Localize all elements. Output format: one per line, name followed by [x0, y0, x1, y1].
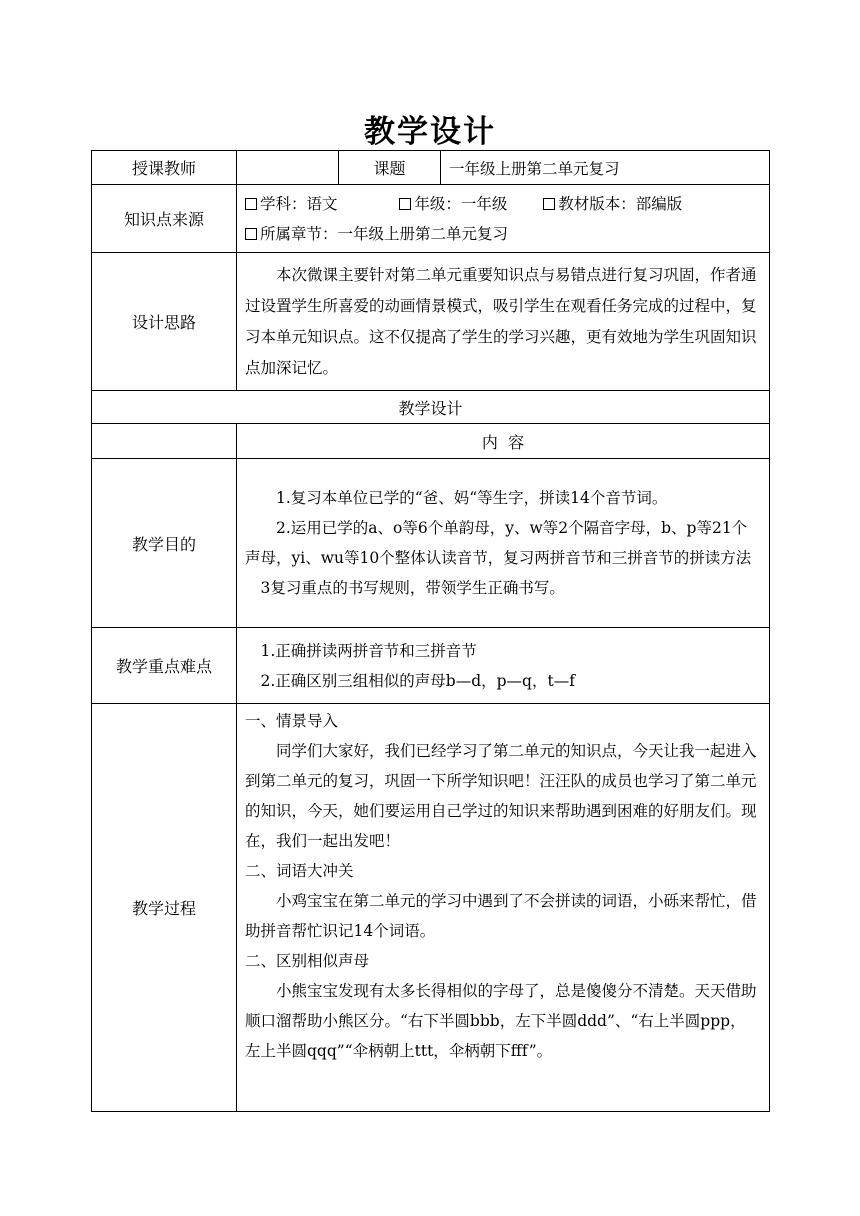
key-label: 教学重点难点: [92, 628, 237, 704]
topic-value: 一年级上册第二单元复习: [441, 151, 770, 185]
design-cell: [237, 253, 770, 391]
row-teacher: [92, 151, 770, 185]
source-label: 知识点来源: [92, 185, 237, 253]
key-point-item: 2.正确区别三组相似的声母b—d，p—q，t—f: [260, 671, 575, 690]
lesson-table: [91, 150, 770, 1112]
topic-label: 课题: [339, 151, 441, 185]
goal-item: 3复习重点的书写规则，带领学生正确书写。: [260, 579, 565, 597]
key-cell: [237, 628, 770, 704]
goal-item: 2.运用已学的a、o等6个单韵母，y、w等2个隔音字母，b、p等21个声母，yi、wu等10个整体认读音节，复习两拼音节和三拼音节的拼读方法: [245, 519, 752, 567]
checkbox-icon: [245, 198, 257, 210]
row-process: [92, 704, 770, 1112]
process-heading: 一、情景导入: [245, 712, 339, 730]
process-paragraph: 同学们大家好，我们已经学习了第二单元的知识点，今天让我一起进入到第二单元的复习，巩固一下所学知识吧！汪汪队的成员也学习了第二单元的知识，今天，她们要运用自己学过的知识来帮助遇到困难的好朋友们。现在，我们一起出发吧！: [245, 742, 757, 850]
teacher-label: 授课教师: [92, 151, 237, 185]
process-cell: [237, 704, 770, 1112]
content-header-empty: [92, 424, 237, 459]
process-heading: 二、词语大冲关: [245, 862, 354, 880]
process-paragraph: 小鸡宝宝在第二单元的学习中遇到了不会拼读的词语，小砾来帮忙，借助拼音帮忙识记14个词语。: [245, 892, 757, 940]
checkbox-icon: [399, 198, 411, 210]
key-point-item: 1.正确拼读两拼音节和三拼音节: [260, 641, 477, 660]
checkbox-icon: [543, 198, 555, 210]
subject-text: 学科：语文: [260, 194, 338, 213]
process-paragraph: 小熊宝宝发现有太多长得相似的字母了，总是傻傻分不清楚。天天借助顺口溜帮助小熊区分。“右下半圆bbb，左下半圆ddd”、“右上半圆ppp，左上半圆qqq”“伞柄朝上ttt，伞柄朝下fff”。: [245, 982, 757, 1060]
goal-item: 1.复习本单位已学的“爸、妈“等生字，拼读14个音节词。: [276, 489, 668, 507]
row-goals: [92, 459, 770, 628]
row-key-points: [92, 628, 770, 704]
checkbox-icon: [245, 228, 257, 240]
source-line-1: [245, 189, 761, 219]
design-label: 设计思路: [92, 253, 237, 391]
source-line-2: [245, 219, 761, 249]
row-source: [92, 185, 770, 253]
goals-cell: [237, 459, 770, 628]
row-content-header: [92, 424, 770, 459]
content-header: 内 容: [237, 424, 770, 459]
row-section-header: [92, 391, 770, 424]
row-design: [92, 253, 770, 391]
goals-label: 教学目的: [92, 459, 237, 628]
process-label: 教学过程: [92, 704, 237, 1112]
section-header: 教学设计: [92, 391, 770, 424]
process-heading: 二、区别相似声母: [245, 952, 370, 970]
edition-text: 教材版本：部编版: [558, 194, 683, 213]
source-cell: [237, 185, 770, 253]
teacher-value: [237, 151, 339, 185]
design-text: 本次微课主要针对第二单元重要知识点与易错点进行复习巩固，作者通过设置学生所喜爱的动画情景模式，吸引学生在观看任务完成的过程中，复习本单元知识点。这不仅提高了学生的学习兴趣，更有效地为学生巩固知识点加深记忆。: [245, 265, 757, 377]
page-title: 教学设计: [364, 114, 496, 150]
chapter-text: 所属章节：一年级上册第二单元复习: [260, 224, 509, 243]
grade-text: 年级：一年级: [414, 194, 508, 213]
